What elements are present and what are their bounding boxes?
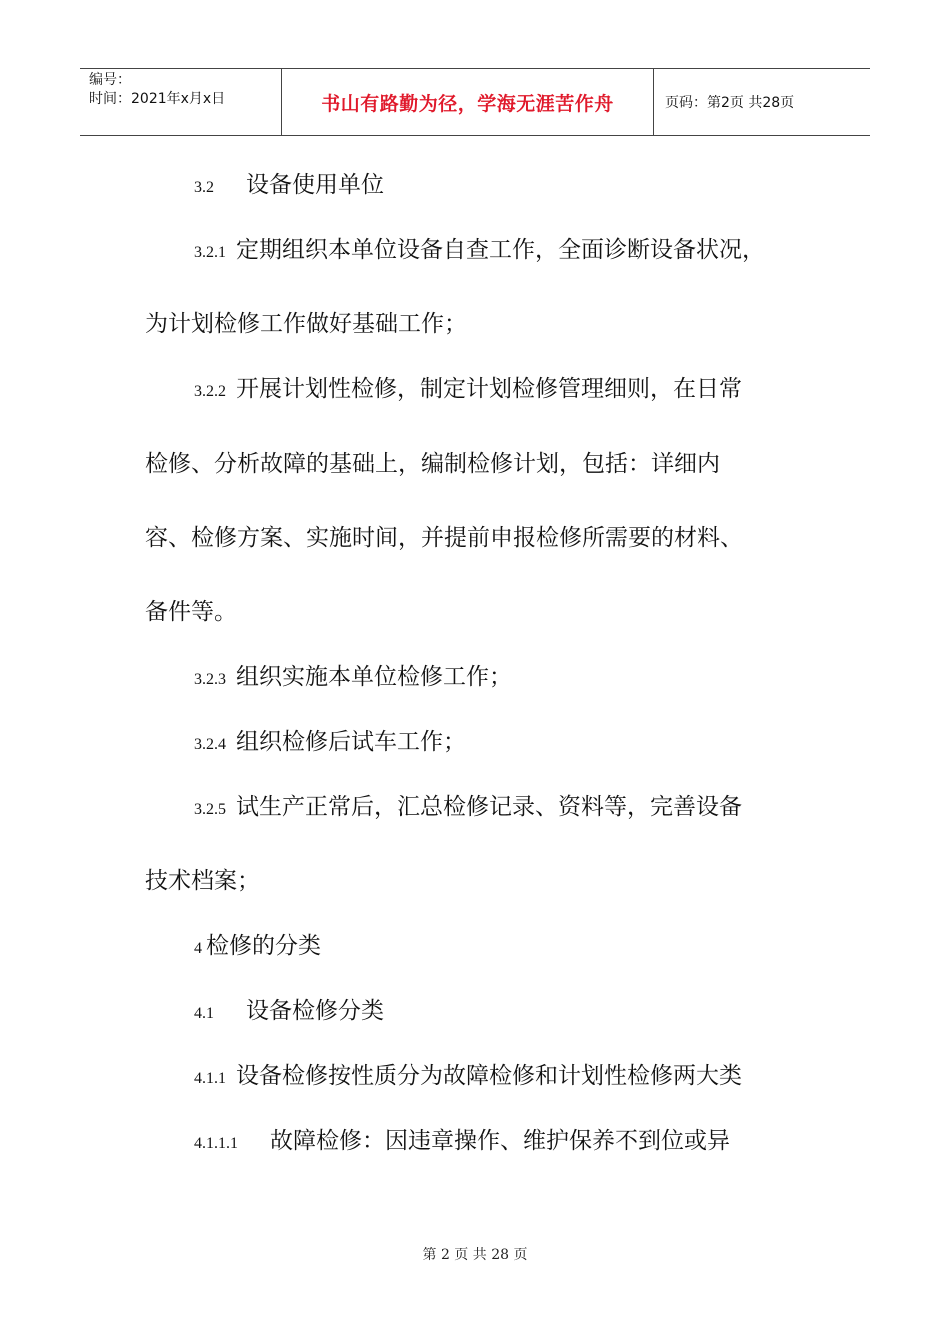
doc-time-label: 时间：2021年x月x日: [89, 91, 226, 107]
paragraph-4-1-1-1: [194, 1126, 730, 1159]
section-heading: 检修的分类: [206, 933, 321, 959]
paragraph-text: 定期组织本单位设备自查工作，全面诊断设备状况，: [236, 237, 765, 263]
section-3-2: [194, 170, 384, 203]
doc-number-label: 编号：: [89, 72, 131, 88]
paragraph-text: 故障检修：因违章操作、维护保养不到位或异: [270, 1128, 730, 1154]
section-4-1: [194, 996, 384, 1029]
paragraph-4-1-1: [194, 1061, 742, 1094]
paragraph-3-2-2: [194, 374, 742, 407]
section-4: [194, 931, 321, 964]
paragraph-3-2-4: [194, 727, 466, 760]
paragraph-3-2-1: [194, 235, 765, 268]
section-number: 4: [194, 940, 202, 957]
paragraph-text: 组织检修后试车工作；: [236, 729, 466, 755]
section-number: 3.2.2: [194, 383, 226, 400]
section-number: 3.2.4: [194, 736, 226, 753]
paragraph-3-2-2-cont3: 备件等。: [145, 599, 237, 625]
section-heading: 设备使用单位: [246, 172, 384, 198]
paragraph-3-2-5-cont: 技术档案；: [145, 868, 260, 894]
section-heading: 设备检修分类: [246, 998, 384, 1024]
page-footer: 第 2 页 共 28 页: [422, 1247, 528, 1263]
paragraph-text: 设备检修按性质分为故障检修和计划性检修两大类: [236, 1063, 742, 1089]
paragraph-3-2-2-cont1: 检修、分析故障的基础上，编制检修计划，包括：详细内: [145, 451, 720, 477]
paragraph-3-2-2-cont2: 容、检修方案、实施时间，并提前申报检修所需要的材料、: [145, 525, 743, 551]
section-number: 3.2.3: [194, 671, 226, 688]
paragraph-text: 开展计划性检修，制定计划检修管理细则，在日常: [236, 376, 742, 402]
paragraph-3-2-5: [194, 792, 742, 825]
header-motto: 书山有路勤为径，学海无涯苦作舟: [282, 69, 654, 135]
section-number: 4.1: [194, 1005, 214, 1022]
header-meta: [80, 69, 282, 135]
section-number: 3.2: [194, 179, 214, 196]
paragraph-text: 试生产正常后，汇总检修记录、资料等，完善设备: [236, 794, 742, 820]
header-page-info: 页码：第2页 共28页: [665, 95, 795, 111]
paragraph-3-2-1-cont: 为计划检修工作做好基础工作；: [145, 311, 467, 337]
page-header: [80, 68, 870, 136]
section-number: 4.1.1.1: [194, 1135, 238, 1152]
paragraph-3-2-3: [194, 662, 512, 695]
section-number: 4.1.1: [194, 1070, 226, 1087]
section-number: 3.2.1: [194, 244, 226, 261]
paragraph-text: 组织实施本单位检修工作；: [236, 664, 512, 690]
section-number: 3.2.5: [194, 801, 226, 818]
